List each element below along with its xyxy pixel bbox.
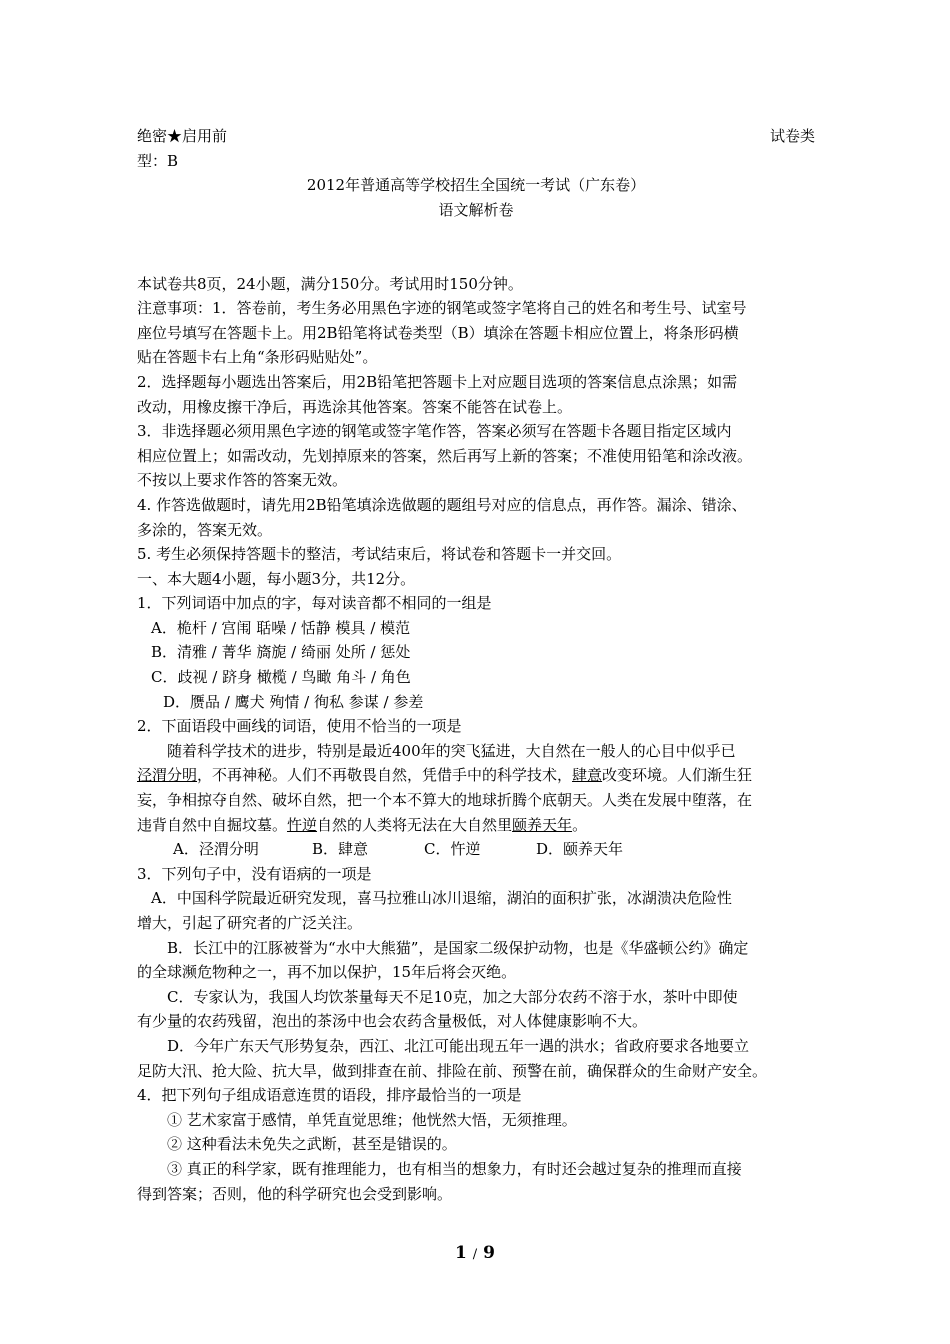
passage-line: 随着科学技术的进步，特别是最近400年的突飞猛进，大自然在一般人的心目中似乎已 [167,741,736,760]
underlined-term: 肆意 [572,766,603,785]
notice-line: 注意事项：1．答卷前，考生务必用黑色字迹的钢笔或签字笔将自己的姓名和考生号、试室号 [137,299,747,318]
passage-line [137,813,815,838]
page-separator: / [472,1247,478,1262]
passage-text: 自然的人类将无法在大自然里 [317,815,513,834]
notice-line: 改动，用橡皮擦干净后，再选涂其他答案。答案不能答在试卷上。 [137,397,573,416]
notice-line: 贴在答题卡右上角“条形码贴贴处”。 [137,348,378,367]
passage-text: ，不再神秘。人们不再敬畏自然，凭借手中的科学技术， [197,766,573,785]
passage-text: 违背自然中自掘坟墓。 [137,815,288,834]
question-1-option-b: B．清雅 / 菁华 旖旎 / 绮丽 处所 / 惩处 [151,643,411,662]
question-2-option-a: A．泾渭分明 [173,840,259,859]
page-number [0,1243,950,1263]
question-2-passage [137,739,815,837]
current-page: 1 [455,1243,467,1263]
notice-line: 不按以上要求作答的答案无效。 [137,471,348,490]
question-3-option-c: C．专家认为，我国人均饮茶量每天不足10克，加之大部分农药不溶于水，茶叶中即使 [167,987,738,1006]
question-2-stem: 2．下面语段中画线的词语，使用不恰当的一项是 [137,717,462,736]
notice-line: 座位号填写在答题卡上。用2B铅笔将试卷类型（B）填涂在答题卡相应位置上，将条形码横 [137,323,739,342]
spacer [137,247,815,272]
question-4-sentence-3-cont: 得到答案；否则，他的科学研究也会受到影响。 [137,1184,453,1203]
question-3-option-c-cont: 有少量的农药残留，泡出的茶汤中也会农药含量极低，对人体健康影响不大。 [137,1012,648,1031]
confidential-header [137,124,815,149]
question-3-option-d: D．今年广东天气形势复杂，西江、北江可能出现五年一遇的洪水；省政府要求各地要立 [167,1036,750,1055]
notice-line: 4. 作答选做题时，请先用2B铅笔填涂选做题的题组号对应的信息点，再作答。漏涂、错涂、 [137,495,747,514]
question-1-option-d: D．赝品 / 鹰犬 殉情 / 徇私 参谋 / 参差 [163,692,424,711]
question-4-sentence-2: ② 这种看法未免失之武断，甚至是错误的。 [167,1135,457,1154]
question-4-sentence-1: ① 艺术家富于感情，单凭直觉思维；他恍然大悟，无须推理。 [167,1110,577,1129]
question-4-sentence-3: ③ 真正的科学家，既有推理能力，也有相当的想象力，有时还会越过复杂的推理而直接 [167,1159,742,1178]
question-2-options [137,837,815,862]
underlined-term: 颐养天年 [512,815,573,834]
question-3-stem: 3．下列句子中，没有语病的一项是 [137,864,372,883]
question-1-option-a: A．桅杆 / 宫闱 聒噪 / 恬静 模具 / 模范 [151,618,411,637]
notice-line: 多涂的，答案无效。 [137,520,273,539]
exam-title: 2012年普通高等学校招生全国统一考试（广东卷） [306,176,646,195]
notice-line: 2．选择题每小题选出答案后，用2B铅笔把答题卡上对应题目选项的答案信息点涂黑；如需 [137,372,738,391]
confidential-label: 绝密★启用前 [137,127,228,145]
question-3-option-a: A．中国科学院最近研究发现，喜马拉雅山冰川退缩，湖泊的面积扩张，冰湖溃决危险性 [151,889,732,908]
exam-intro: 本试卷共8页，24小题，满分150分。考试用时150分钟。 [137,274,523,293]
paper-type-continuation: 型：B [137,151,179,170]
exam-subtitle: 语文解析卷 [438,200,514,219]
question-4-stem: 4．把下列句子组成语意连贯的语段，排序最恰当的一项是 [137,1086,522,1105]
question-3-option-b: B．长江中的江豚被誉为“水中大熊猫”，是国家二级保护动物，也是《华盛顿公约》确定 [167,938,749,957]
page-content [137,124,815,1206]
section-heading: 一、本大题4小题，每小题3分，共12分。 [137,569,416,588]
passage-text: 。 [572,815,588,834]
notice-line: 相应位置上；如需改动，先划掉原来的答案，然后再写上新的答案；不准使用铅笔和涂改液。 [137,446,753,465]
question-2-option-b: B．肆意 [312,840,369,859]
question-1-option-c: C．歧视 / 跻身 橄榄 / 鸟瞰 角斗 / 角色 [151,668,411,687]
passage-text: 改变环境。人们渐生狂 [602,766,753,785]
underlined-term: 泾渭分明 [137,766,198,785]
passage-line: 妄，争相掠夺自然、破坏自然，把一个本不算大的地球折腾个底朝天。人类在发展中堕落，在 [137,791,753,810]
total-pages: 9 [483,1243,495,1263]
question-3-option-a-cont: 增大，引起了研究者的广泛关注。 [137,914,363,932]
paper-type-label: 试卷类 [769,127,815,145]
notice-line: 3．非选择题必须用黑色字迹的钢笔或签字笔作答，答案必须写在答题卡各题目指定区域内 [137,422,732,441]
spacer [137,222,815,247]
question-3-option-d-cont: 足防大汛、抢大险、抗大旱，做到排查在前、排险在前、预警在前，确保群众的生命财产安全。 [137,1061,768,1080]
question-3-option-b-cont: 的全球濒危物种之一，再不加以保护，15年后将会灭绝。 [137,963,517,982]
question-2-option-d: D．颐养天年 [536,840,624,859]
notice-line: 5. 考生必须保持答题卡的整洁，考试结束后，将试卷和答题卡一并交回。 [137,545,622,564]
passage-line [137,763,815,788]
underlined-term: 忤逆 [287,815,318,834]
question-1-stem: 1．下列词语中加点的字，每对读音都不相同的一组是 [137,594,492,613]
question-2-option-c: C．忤逆 [424,840,481,859]
